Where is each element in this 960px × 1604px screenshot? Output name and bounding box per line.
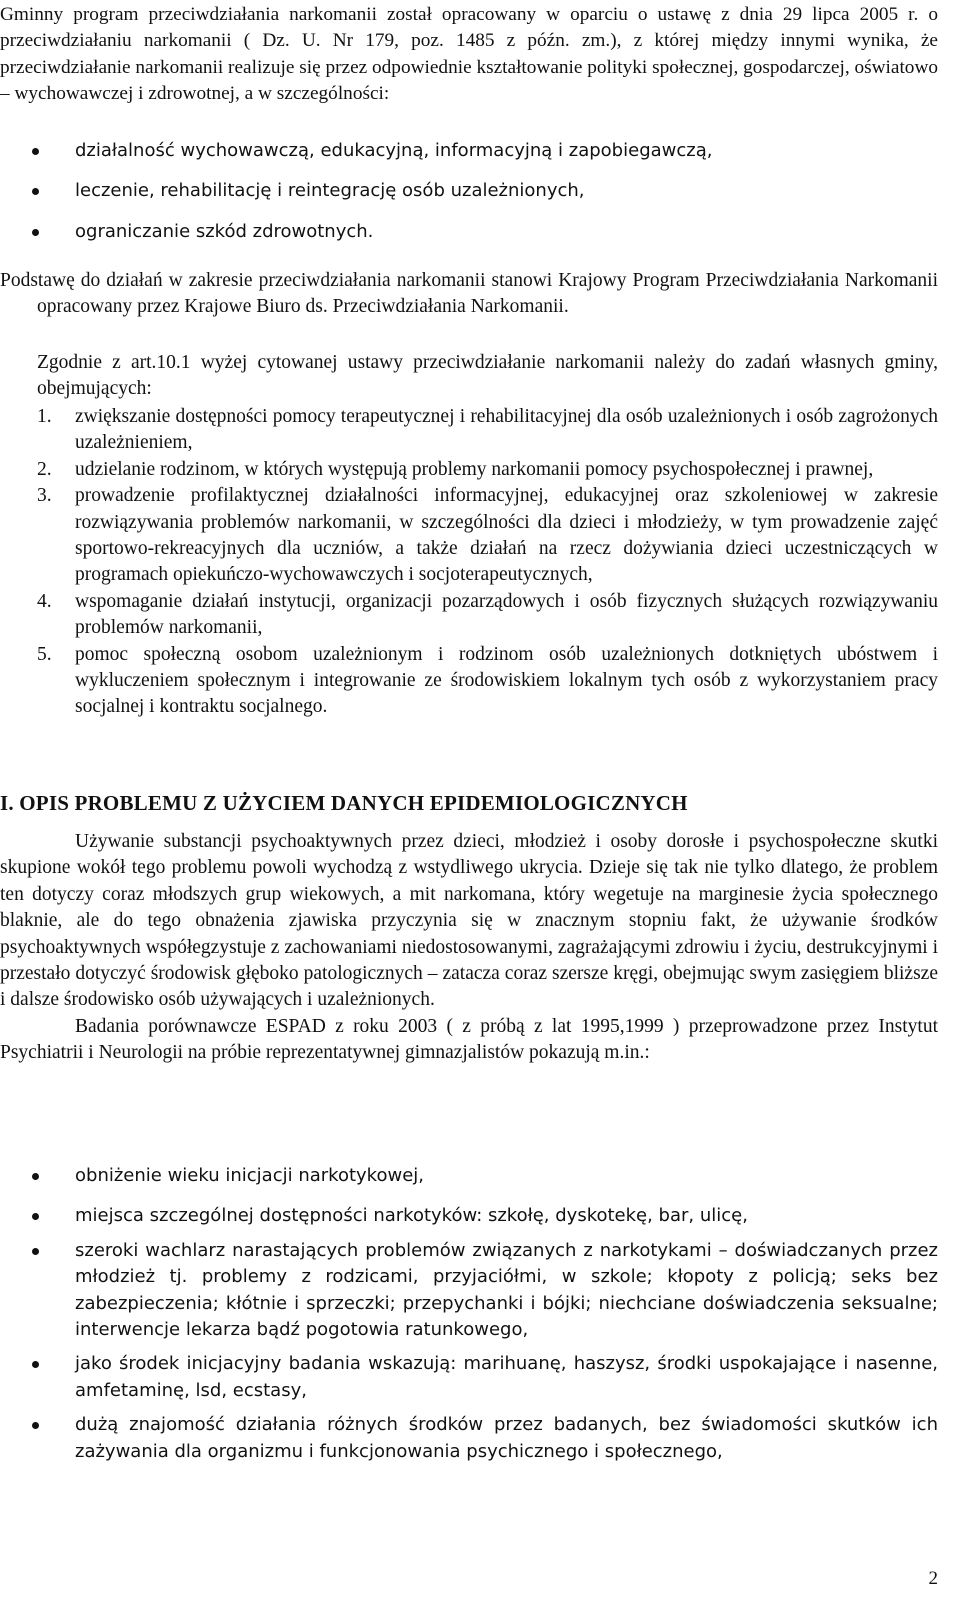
bullet-icon	[32, 148, 39, 155]
page-number: 2	[928, 1568, 938, 1589]
bullet-item: leczenie, rehabilitację i reintegrację osób uzależnionych,	[0, 178, 938, 204]
task-item: 2. udzielanie rodzinom, w których występują problemy narkomanii pomocy psychospołecznej i prawnej,	[37, 458, 874, 480]
bullet-icon	[32, 188, 39, 195]
basis-section	[0, 268, 938, 321]
findings-bullet-list	[0, 1163, 938, 1465]
bullet-item: miejsca szczególnej dostępności narkotyków: szkołę, dyskotekę, bar, ulicę,	[0, 1203, 938, 1229]
bullet-icon	[32, 1173, 39, 1180]
intro-bullet-list	[0, 138, 938, 245]
bullet-icon	[32, 1248, 39, 1255]
intro-section	[0, 2, 938, 107]
bullet-icon	[32, 229, 39, 236]
basis-paragraph: Podstawę do działań w zakresie przeciwdziałania narkomanii stanowi Krajowy Program Przeciwdziałania Narkomanii opracowany przez Krajowe Biuro ds. Przeciwdziałania Narkomanii.	[0, 270, 938, 318]
bullet-item: szeroki wachlarz narastających problemów związanych z narkotykami – doświadczanych przez młodzież tj. problemy z rodzicami, przyjaciółmi, w szkole; kłopoty z policją; seks bez zabezpieczenia; kłótnie i sprzeczki; przepychanki i bójki; niechciane doświadczenia seksualne; interwencje lekarza bądź pogotowia ratunkowego,	[0, 1238, 938, 1344]
task-item: 5. pomoc społeczną osobom uzależnionym i rodzinom osób uzależnionych dotkniętych ubóstwem i wykluczeniem społecznym i integrowanie ze środowiskiem lokalnym tych osób z wykorzystaniem pracy socjalnej i kontraktu socjalnego.	[37, 643, 938, 718]
bullet-item: działalność wychowawczą, edukacyjną, informacyjną i zapobiegawczą,	[0, 138, 938, 164]
section-paragraph-1: Używanie substancji psychoaktywnych przez dzieci, młodzież i osoby dorosłe i psychospołeczne skutki skupione wokół tego problemu powoli wychodzą z wstydliwego ukrycia. Dzieje się tak nie tylko dlatego, że problem ten dotyczy coraz młodszych grup wiekowych, a mit narkomana, który wegetuje na marginesie życia społecznego blaknie, ale do tego obnażenia zjawiska przyczynia się w znacznym stopniu fakt, że używanie środków psychoaktywnych współegzystuje z zachowaniami niedostosowanymi, zagrażającymi zdrowiu i życiu, destrukcyjnymi i przestało dotyczyć środowisk głęboko patologicznych – zatacza coraz szersze kręgi, obejmując swym zasięgiem bliższe i dalsze środowisko osób używających i uzależnionych.	[0, 831, 938, 1011]
section-title: I. OPIS PROBLEMU Z UŻYCIEM DANYCH EPIDEMIOLOGICZNYCH	[0, 791, 688, 815]
section-heading-block	[0, 789, 938, 817]
task-item: 4. wspomaganie działań instytucji, organizacji pozarządowych i osób fizycznych służących rozwiązywaniu problemów narkomanii,	[37, 590, 938, 639]
task-item: 3. prowadzenie profilaktycznej działalności informacyjnej, edukacyjnej oraz szkoleniowej w zakresie rozwiązywania problemów narkomanii, w szczególności dla dzieci i młodzieży, w tym prowadzenie zajęć sportowo-rekreacyjnych dla uczniów, a także działań na rzecz dożywiania dzieci uczestniczących w programach opiekuńczo-wychowawczych i socjoterapeutycznych,	[37, 485, 938, 586]
bullet-icon	[32, 1422, 39, 1429]
bullet-icon	[32, 1213, 39, 1220]
statute-section	[0, 350, 938, 403]
statute-paragraph: Zgodnie z art.10.1 wyżej cytowanej ustawy przeciwdziałanie narkomanii należy do zadań własnych gminy, obejmujących:	[37, 352, 938, 400]
tasks-list	[0, 404, 938, 721]
section-body	[0, 829, 938, 1067]
task-item: 1. zwiększanie dostępności pomocy terapeutycznej i rehabilitacyjnej dla osób uzależnionych i osób zagrożonych uzależnieniem,	[37, 406, 938, 454]
section-paragraph-2: Badania porównawcze ESPAD z roku 2003 ( z próbą z lat 1995,1999 ) przeprowadzone przez Instytut Psychiatrii i Neurologii na próbie reprezentatywnej gimnazjalistów pokazują m.in.:	[0, 1015, 938, 1064]
bullet-item: obniżenie wieku inicjacji narkotykowej,	[0, 1163, 938, 1189]
bullet-item: ograniczanie szkód zdrowotnych.	[0, 219, 938, 245]
bullet-icon	[32, 1361, 39, 1368]
bullet-item: dużą znajomość działania różnych środków przez badanych, bez świadomości skutków ich zażywania dla organizmu i funkcjonowania psychicznego i społecznego,	[0, 1412, 938, 1465]
bullet-item: jako środek inicjacyjny badania wskazują: marihuanę, haszysz, środki uspokajające i nasenne, amfetaminę, lsd, ecstasy,	[0, 1351, 938, 1404]
intro-paragraph: Gminny program przeciwdziałania narkomanii został opracowany w oparciu o ustawę z dnia 29 lipca 2005 r. o przeciwdziałaniu narkomanii ( Dz. U. Nr 179, poz. 1485 z późn. zm.), z której między innymi wynika, że przeciwdziałanie narkomanii realizuje się przez odpowiednie kształtowanie polityki społecznej, gospodarczej, oświatowo – wychowawczej i zdrowotnej, a w szczególności:	[0, 4, 939, 104]
